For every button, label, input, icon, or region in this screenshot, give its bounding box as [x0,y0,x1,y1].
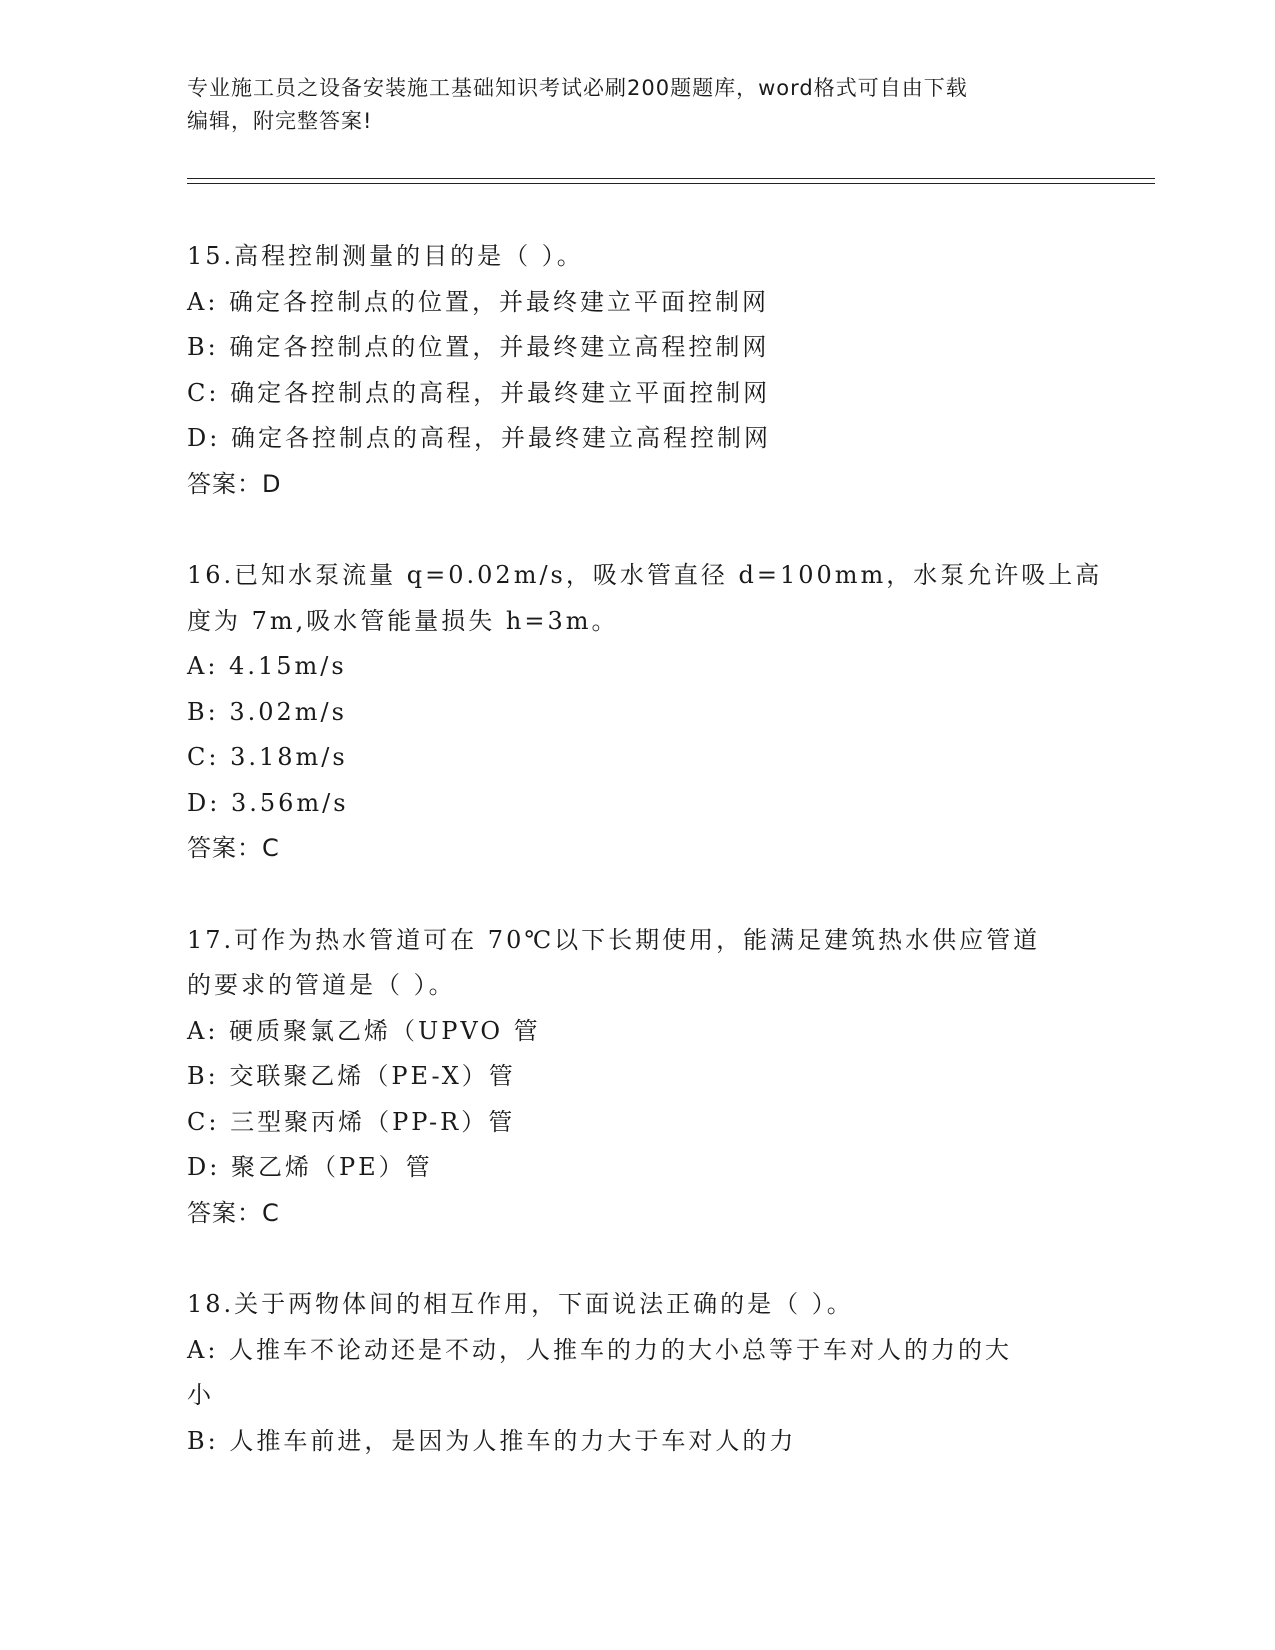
header-divider-top [187,178,1155,179]
option-b: B: 交联聚乙烯（PE-X）管 [187,1062,516,1090]
option-d: D: 聚乙烯（PE）管 [187,1153,433,1181]
question-18 [187,1282,1087,1464]
question-17 [187,918,1087,1237]
option-a: A: 4.15m/s [187,652,347,680]
option-b: B: 3.02m/s [187,697,347,726]
answer-line: 答案：D [187,469,282,498]
option-a-continued: 小 [187,1381,214,1409]
option-c: C: 三型聚丙烯（PP-R）管 [187,1107,516,1136]
option-a: A: 确定各控制点的位置，并最终建立平面控制网 [187,287,770,316]
question-16 [187,553,1103,872]
option-d: D: 确定各控制点的高程，并最终建立高程控制网 [187,424,771,452]
question-list [187,234,1103,1510]
option-c: C: 3.18m/s [187,743,348,771]
question-stem: 17.可作为热水管道可在 70℃以下长期使用，能满足建筑热水供应管道 [187,925,1041,954]
option-c: C: 确定各控制点的高程，并最终建立平面控制网 [187,378,771,407]
header-divider-bottom [187,183,1155,184]
option-a: A: 人推车不论动还是不动，人推车的力的大小总等于车对人的力的大 [187,1335,1013,1364]
question-stem: 15.高程控制测量的目的是（ ）。 [187,242,584,270]
question-stem-continued: 的要求的管道是（ ）。 [187,971,456,999]
option-d: D: 3.56m/s [187,788,349,817]
option-b: B: 人推车前进，是因为人推车的力大于车对人的力 [187,1426,797,1455]
header-line-1: 专业施工员之设备安装施工基础知识考试必刷200题题库，word格式可自由下载 [187,76,968,100]
option-b: B: 确定各控制点的位置，并最终建立高程控制网 [187,333,770,361]
question-stem: 18.关于两物体间的相互作用，下面说法正确的是（ ）。 [187,1290,854,1318]
option-a: A: 硬质聚氯乙烯（UPVO 管 [187,1016,541,1045]
header-line-2: 编辑，附完整答案! [187,109,373,133]
document-header [187,72,1067,138]
question-15 [187,234,1087,507]
question-stem-continued: 度为 7m,吸水管能量损失 h=3m。 [187,606,619,635]
answer-line: 答案：C [187,1198,280,1227]
answer-line: 答案：C [187,834,280,862]
question-stem: 16.已知水泵流量 q=0.02m/s，吸水管直径 d=100mm，水泵允许吸上高 [187,561,1103,589]
